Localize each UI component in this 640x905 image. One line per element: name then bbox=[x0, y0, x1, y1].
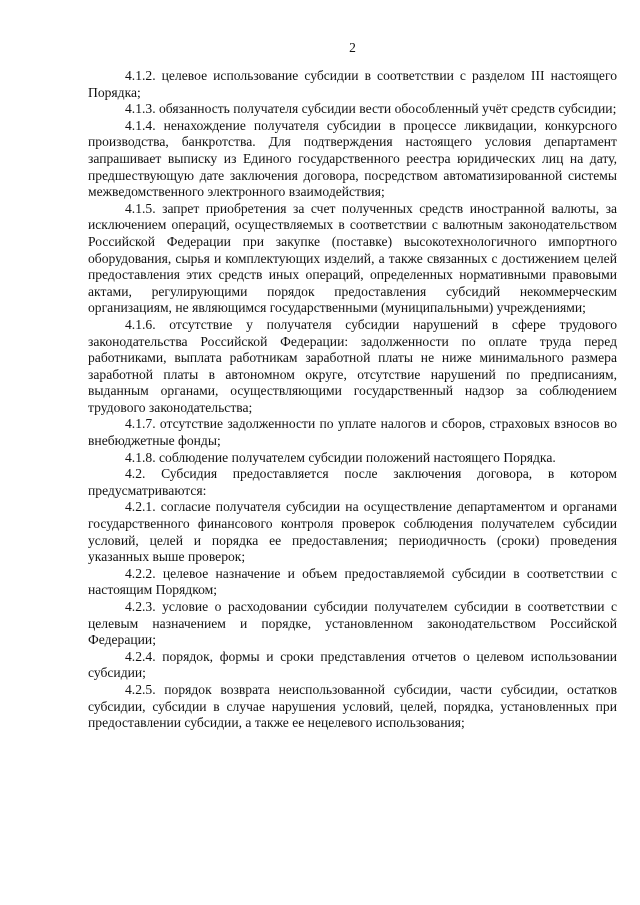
paragraph-4-2-5: 4.2.5. порядок возврата неиспользованной субсидии, части субсидии, остатков субсидии, субсидии в случае нарушения условий, целей, порядка, установленных при предоставлении субсидии, а также ее нецелевого использования; bbox=[88, 681, 617, 731]
paragraph-4-1-8: 4.1.8. соблюдение получателем субсидии положений настоящего Порядка. bbox=[125, 449, 556, 465]
paragraph-4-1-6: 4.1.6. отсутствие у получателя субсидии нарушений в сфере трудового законодательства Российской Федерации: задолженности по оплате труда перед работниками, выплата работникам заработной платы не ниже минимального размера заработной платы в автономном округе, отсутствие нарушений по предписаниям, выданным органами, осуществляющими государственный надзор за соблюдением трудового законодательства; bbox=[88, 316, 617, 415]
paragraph-4-2-4: 4.2.4. порядок, формы и сроки представления отчетов о целевом использовании субсидии; bbox=[88, 648, 617, 681]
paragraph-4-1-3: 4.1.3. обязанность получателя субсидии вести обособленный учёт средств субсидии; bbox=[125, 101, 617, 117]
document-page bbox=[88, 40, 617, 732]
page-number: 2 bbox=[349, 40, 356, 55]
paragraph-4-1-5: 4.1.5. запрет приобретения за счет полученных средств иностранной валюты, за исключением операций, осуществляемых в соответствии с валютным законодательством Российской Федерации при закупке (поставке) высокотехнологичного импортного оборудования, сырья и комплектующих изделий, а также связанных с достижением целей предоставления этих средств иных операций, определенных нормативными правовыми актами, регулирующими порядок предоставления субсидий некоммерческим организациям, не являющимся государственными (муниципальными) учреждениями; bbox=[88, 200, 617, 316]
paragraph-4-2: 4.2. Субсидия предоставляется после заключения договора, в котором предусматриваются: bbox=[88, 466, 617, 498]
paragraph-4-1-7: 4.1.7. отсутствие задолженности по уплате налогов и сборов, страховых взносов во внебюджетные фонды; bbox=[88, 416, 617, 449]
paragraph-4-2-1: 4.2.1. согласие получателя субсидии на осуществление департаментом и органами государственного финансового контроля проверок соблюдения получателем субсидии условий, целей и порядка ее предоставления; периодичность (сроки) проведения указанных выше проверок; bbox=[88, 499, 617, 565]
paragraph-4-1-2: 4.1.2. целевое использование субсидии в соответствии с разделом III настоящего Порядка; bbox=[88, 68, 617, 100]
paragraph-4-2-3: 4.2.3. условие о расходовании субсидии получателем субсидии в соответствии с целевым назначением и порядке, установленном законодательством Российской Федерации; bbox=[88, 599, 617, 648]
paragraph-4-1-4: 4.1.4. ненахождение получателя субсидии в процессе ликвидации, конкурсного производства, банкротства. Для подтверждения настоящего условия департамент запрашивает выписку из Единого государственного реестра юридических лиц на дату, предшествующую дате заключения договора, посредством автоматизированной системы межведомственного электронного взаимодействия; bbox=[88, 117, 617, 200]
paragraph-4-2-2: 4.2.2. целевое назначение и объем предоставляемой субсидии в соответствии с настоящим Порядком; bbox=[88, 565, 617, 598]
